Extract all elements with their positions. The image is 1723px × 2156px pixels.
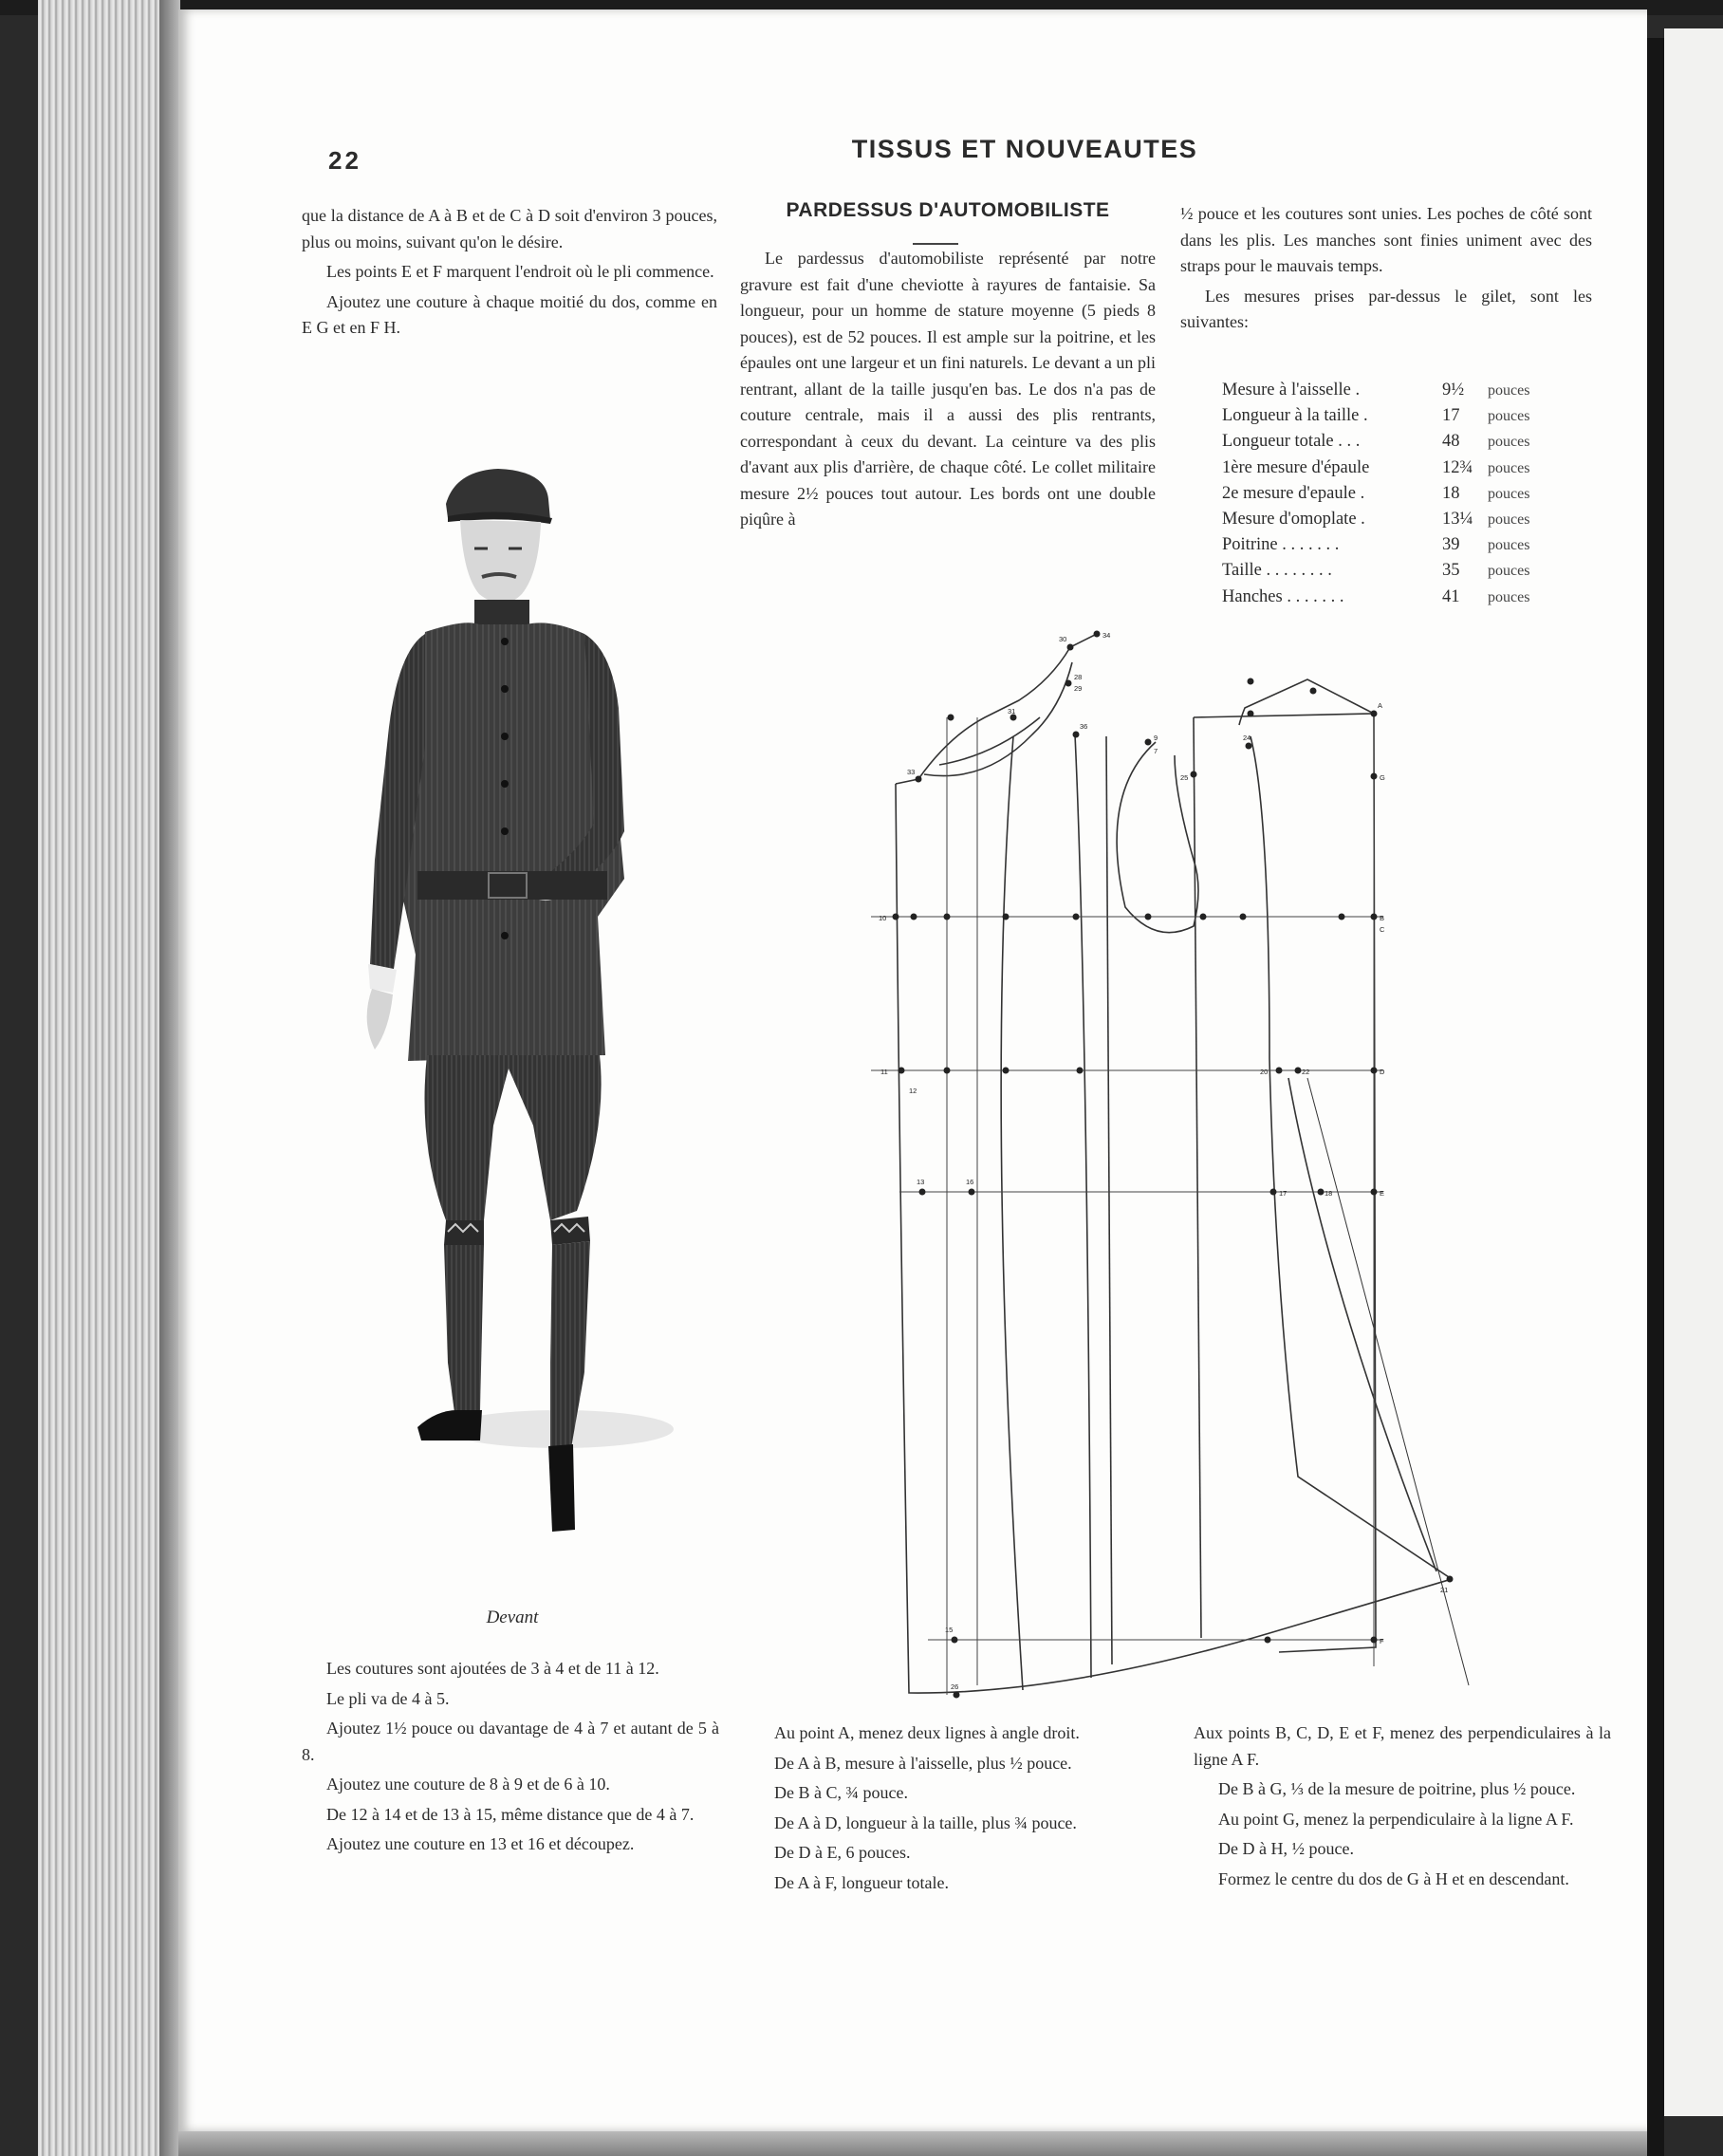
- paragraph: De A à B, mesure à l'aisselle, plus ½ pouce.: [774, 1753, 1072, 1773]
- paragraph: De A à D, longueur à la taille, plus ¾ pouce.: [774, 1812, 1077, 1832]
- measure-row: [1222, 558, 1529, 584]
- pattern-label-36: 36: [1080, 722, 1088, 731]
- paragraph: Formez le centre du dos de G à H et en descendant.: [1218, 1868, 1569, 1888]
- pattern-label-7: 7: [1154, 747, 1158, 755]
- pattern-label-11: 11: [880, 1068, 888, 1076]
- pattern-label-16: 16: [966, 1178, 974, 1186]
- measure-row: [1222, 455, 1529, 481]
- pattern-draft-diagram: [871, 623, 1478, 1714]
- measure-row: [1222, 481, 1529, 507]
- pattern-label-15: 15: [945, 1626, 954, 1634]
- left-column-bottom: [302, 1656, 719, 1862]
- paragraph: Au point A, menez deux lignes à angle droit.: [774, 1723, 1080, 1742]
- paragraph: De D à E, 6 pouces.: [774, 1843, 911, 1862]
- measure-value: 9½: [1442, 381, 1465, 400]
- measure-row: [1222, 403, 1529, 429]
- paragraph: De 12 à 14 et de 13 à 15, même distance que de 4 à 7.: [326, 1804, 695, 1824]
- pattern-label-18: 18: [1325, 1189, 1333, 1198]
- paragraph: Ajoutez 1½ pouce ou davantage de 4 à 7 et autant de 5 à 8.: [302, 1719, 719, 1764]
- measure-row: [1222, 378, 1529, 403]
- article-title: PARDESSUS D'AUTOMOBILISTE: [786, 199, 1110, 221]
- measure-value: 18: [1442, 483, 1460, 503]
- paragraph: Ajoutez une couture de 8 à 9 et de 6 à 10.: [326, 1775, 610, 1794]
- pattern-label-B: B: [1380, 914, 1385, 922]
- page-number: 22: [328, 146, 361, 175]
- book-spine: [1647, 38, 1664, 2156]
- pattern-label-31: 31: [1008, 707, 1016, 716]
- measure-label: Longueur totale . . .: [1222, 432, 1361, 452]
- measure-unit: pouces: [1488, 408, 1530, 425]
- measure-row: [1222, 585, 1529, 610]
- pattern-label-33: 33: [907, 768, 916, 776]
- pattern-label-F: F: [1380, 1637, 1384, 1645]
- measure-label: Mesure d'omoplate .: [1222, 510, 1365, 530]
- measure-value: 41: [1442, 586, 1460, 606]
- paragraph: De B à C, ¾ pouce.: [774, 1783, 908, 1802]
- measure-label: Taille . . . . . . . .: [1222, 561, 1332, 581]
- paragraph: Le pardessus d'automobiliste représenté par notre gravure est fait d'une cheviotte à rayures de fantaisie. Sa longueur, pour un homme de stature moyenne (5 pieds 8 pouces), est de 52 pouces. Il est ample sur la poitrine, et les épaules ont une largeur et un fini naturels. Le devant a un pli rentrant, allant de la taille jusqu'en bas. Le dos n'a pas de couture centrale, mais il a aussi des plis rentrants, correspondant à ceux du devant. La ceinture va des plis d'avant aux plis d'arrière, de chaque côté. Le collet militaire mesure 2½ pouces tout autour. Les bords ont une double piqûre à: [740, 249, 1156, 529]
- paragraph: De B à G, ⅓ de la mesure de poitrine, plus ½ pouce.: [1218, 1779, 1576, 1798]
- pattern-label-28: 28: [1074, 673, 1083, 681]
- paragraph: Ajoutez une couture à chaque moitié du dos, comme en E G et en F H.: [302, 291, 717, 337]
- measurements-table: [1222, 378, 1529, 610]
- measure-value: 13¼: [1442, 510, 1473, 530]
- measure-unit: pouces: [1488, 588, 1530, 605]
- pattern-label-34: 34: [1102, 631, 1111, 640]
- measure-unit: pouces: [1488, 537, 1530, 554]
- middle-column-bottom: [750, 1720, 1167, 1900]
- pattern-label-D: D: [1380, 1068, 1385, 1076]
- measure-unit: pouces: [1488, 563, 1530, 580]
- measure-label: Hanches . . . . . . .: [1222, 586, 1344, 606]
- paragraph: De D à H, ½ pouce.: [1218, 1839, 1354, 1858]
- measure-label: 2e mesure d'epaule .: [1222, 483, 1365, 503]
- pattern-label-12: 12: [909, 1087, 917, 1095]
- measure-row: [1222, 507, 1529, 532]
- pattern-label-21: 21: [1440, 1586, 1449, 1594]
- pattern-label-E: E: [1380, 1189, 1385, 1198]
- paragraph: ½ pouce et les coutures sont unies. Les poches de côté sont dans les plis. Les manches sont finies uniment avec des straps pour le mauvais temps.: [1180, 204, 1592, 275]
- measure-row: [1222, 532, 1529, 558]
- paragraph: De A à F, longueur totale.: [774, 1872, 950, 1892]
- paragraph: Au point G, menez la perpendiculaire à la ligne A F.: [1218, 1809, 1574, 1829]
- measure-unit: pouces: [1488, 485, 1530, 502]
- pattern-label-G: G: [1380, 773, 1385, 782]
- pattern-label-13: 13: [917, 1178, 925, 1186]
- right-column-top: [1180, 201, 1592, 340]
- pattern-label-30: 30: [1059, 635, 1067, 643]
- measure-row: [1222, 429, 1529, 455]
- right-column-bottom: [1194, 1720, 1611, 1896]
- paragraph: Les points E et F marquent l'endroit où le pli commence.: [326, 262, 714, 281]
- measure-value: 35: [1442, 561, 1460, 581]
- pattern-label-A: A: [1378, 701, 1383, 710]
- pattern-label-10: 10: [879, 914, 887, 922]
- measure-label: Mesure à l'aisselle .: [1222, 381, 1361, 400]
- pattern-label-C: C: [1380, 925, 1385, 934]
- paragraph: Ajoutez une couture en 13 et 16 et découpez.: [326, 1834, 635, 1853]
- stacked-page-edges: [38, 0, 171, 2156]
- measure-label: 1ère mesure d'épaule: [1222, 457, 1370, 477]
- pattern-label-22: 22: [1302, 1068, 1310, 1076]
- measure-label: Longueur à la taille .: [1222, 406, 1368, 426]
- measure-unit: pouces: [1488, 511, 1530, 529]
- measure-label: Poitrine . . . . . . .: [1222, 535, 1340, 555]
- paragraph: Aux points B, C, D, E et F, menez des perpendiculaires à la ligne A F.: [1194, 1723, 1611, 1769]
- measure-unit: pouces: [1488, 434, 1530, 451]
- measure-unit: pouces: [1488, 459, 1530, 476]
- facing-page-edge: [1664, 28, 1723, 2116]
- pattern-label-9: 9: [1154, 734, 1158, 742]
- coat-illustration: [323, 461, 702, 1552]
- measure-value: 12¾: [1442, 457, 1473, 477]
- measure-value: 17: [1442, 406, 1460, 426]
- measure-unit: pouces: [1488, 382, 1530, 399]
- paragraph: Les mesures prises par-dessus le gilet, sont les suivantes:: [1180, 286, 1592, 331]
- pattern-label-24: 24: [1243, 734, 1251, 742]
- title-rule: [913, 243, 958, 245]
- measure-value: 39: [1442, 535, 1460, 555]
- measure-value: 48: [1442, 432, 1460, 452]
- running-head: TISSUS ET NOUVEAUTES: [851, 135, 1198, 163]
- pattern-label-26: 26: [951, 1682, 959, 1691]
- left-column-top: [302, 203, 717, 345]
- gutter-shadow: [159, 0, 180, 2156]
- article-intro-column: [740, 246, 1156, 537]
- paragraph: que la distance de A à B et de C à D soit d'environ 3 pouces, plus ou moins, suivant qu'on le désire.: [302, 206, 717, 251]
- pattern-label-25: 25: [1180, 773, 1189, 782]
- pattern-label-17: 17: [1279, 1189, 1288, 1198]
- figure-caption: Devant: [486, 1608, 539, 1627]
- paragraph: Le pli va de 4 à 5.: [326, 1688, 450, 1708]
- pattern-label-29: 29: [1074, 684, 1083, 693]
- pattern-label-20: 20: [1260, 1068, 1269, 1076]
- paragraph: Les coutures sont ajoutées de 3 à 4 et de 11 à 12.: [326, 1659, 659, 1678]
